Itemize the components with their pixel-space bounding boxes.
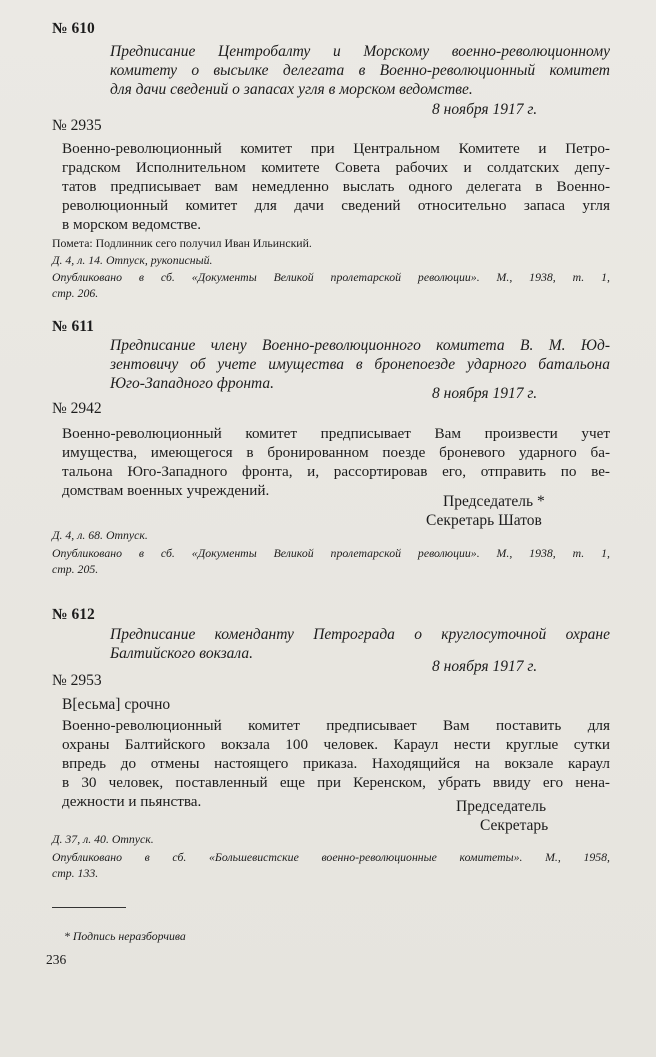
published-line: Опубликовано в сб. «Большевистские военно-революционные комитеты». М., 1958, (52, 850, 610, 864)
doc-612-number: № 612 (52, 606, 95, 623)
doc-610-number: № 610 (52, 20, 95, 37)
doc-610-title-line: для дачи сведений о запасах угля в морском ведомстве. (110, 81, 473, 98)
doc-612-archive: Д. 37, л. 40. Отпуск. (52, 832, 154, 846)
body-line: тальона Юго-Западного фронта, и, рассортировав его, отправить по ве- (62, 463, 610, 480)
doc-611-published (52, 545, 610, 577)
published-line: Опубликовано в сб. «Документы Великой пролетарской революции». М., 1938, т. 1, (52, 270, 610, 284)
doc-611-signature-chair: Председатель * (443, 493, 545, 510)
doc-610-title (110, 42, 610, 99)
published-line: Опубликовано в сб. «Документы Великой пролетарской революции». М., 1938, т. 1, (52, 546, 610, 560)
doc-611-title-line: Юго-Западного фронта. (110, 375, 275, 392)
body-line: революционный комитет для дачи сведений относительно запаса угля (62, 197, 610, 214)
doc-611-title-line: Предписание члену Военно-революционного комитета В. М. Юд- (110, 337, 610, 354)
doc-611-signature-secretary: Секретарь Шатов (426, 512, 542, 529)
doc-611-body (62, 424, 610, 500)
doc-610-note: Помета: Подлинник сего получил Иван Ильинский. (52, 236, 312, 250)
body-line: Военно-революционный комитет предписывает Вам поставить для (62, 717, 610, 734)
doc-612-signature-chair: Председатель (456, 798, 547, 815)
body-line: градском Исполнительном комитете Совета рабочих и солдатских депу- (62, 159, 610, 176)
body-line: впредь до отмены настоящего приказа. Находящийся на вокзале караул (62, 755, 610, 772)
body-line: имущества, имеющегося в бронированном поезде броневого ударного ба- (62, 444, 610, 461)
body-line: охраны Балтийского вокзала 100 человек. Караул нести круглые сутки (62, 736, 610, 753)
body-line: домствам военных учреждений. (62, 482, 270, 499)
body-line: в морском ведомстве. (62, 216, 202, 233)
doc-610-published (52, 269, 610, 301)
doc-612-published (52, 849, 610, 881)
published-line: стр. 133. (52, 866, 99, 880)
doc-610-title-line: Предписание Центробалту и Морскому военно-революционному (110, 43, 610, 60)
doc-610-archive: Д. 4, л. 14. Отпуск, рукописный. (52, 253, 213, 267)
doc-612-urgency: В[есьма] срочно (62, 696, 171, 713)
doc-611-archive: Д. 4, л. 68. Отпуск. (52, 528, 148, 542)
doc-611-number: № 611 (52, 318, 94, 335)
published-line: стр. 206. (52, 286, 99, 300)
published-line: стр. 205. (52, 562, 99, 576)
doc-611-date: 8 ноября 1917 г. (432, 385, 538, 402)
doc-611-title-line: зентовичу об учете имущества в бронепоезде ударного батальона (110, 356, 610, 373)
body-line: дежности и пьянства. (62, 793, 202, 810)
doc-612-title-line: Балтийского вокзала. (110, 645, 253, 662)
doc-610-reg-number: № 2935 (52, 117, 102, 134)
doc-610-date: 8 ноября 1917 г. (432, 101, 538, 118)
doc-612-signature-secretary: Секретарь (480, 817, 549, 834)
doc-611-reg-number: № 2942 (52, 400, 102, 417)
doc-612-date: 8 ноября 1917 г. (432, 658, 538, 675)
footnote-divider (52, 907, 126, 908)
doc-610-body (62, 139, 610, 234)
body-line: татов предписывает вам немедленно выслать одного делегата в Военно- (62, 178, 610, 195)
doc-612-title-line: Предписание коменданту Петрограда о круглосуточной охране (110, 626, 610, 643)
body-line: в 30 человек, поставленный еще при Керенском, убрать ввиду его нена- (62, 774, 610, 791)
doc-612-body (62, 716, 610, 811)
doc-610-title-line: комитету о высылке делегата в Военно-революционный комитет (110, 62, 610, 79)
page-number: 236 (46, 952, 67, 967)
body-line: Военно-революционный комитет при Центральном Комитете и Петро- (62, 140, 610, 157)
body-line: Военно-революционный комитет предписывает Вам произвести учет (62, 425, 610, 442)
doc-612-reg-number: № 2953 (52, 672, 102, 689)
footnote: * Подпись неразборчива (64, 929, 186, 943)
